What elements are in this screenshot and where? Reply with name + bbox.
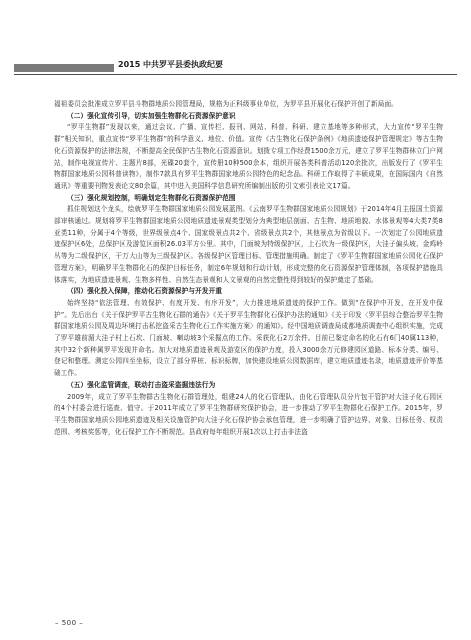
header-rule xyxy=(14,74,457,75)
paragraph-planning: 抓住规划这个龙头，绘就罗平生物群国家地质公园发展蓝图。《云南罗平生物群国家地质公园规划》于2014年4月主报国土资源部审核通过。规划将罗平生物群国家地质公园地质遗迹景观类型划分为典型地层剖面、古生物、地质地貌、水体景观等4大类7类8亚类11种，分属于4个等级，世界级景点4个、国家级景点共2个、省级景点共2个，其他景点为省级以下。一次划定了公园地质遗迹保护区6处，总保护区及游览区面积26.03平方公里。其中，门面坡为特级保护区，上石坎为一级保护区，大洼子偏头坡、金鸡岭丛等为二级保护区，干万大山等为三级保护区。各级保护区管理目标、管理措施明确。制定了《罗平生物群国家地质公园化石保护管理方案》，明确罗平生物群化石的保护目标任务，制定6年规划和行动计划，形成完整的化石资源保护管理体制，各项保护措施具体落实，为地质遗迹景观、生物多样性、自然生态景观和人文景观的自然完整性得到较好的保护奠定了基础。 xyxy=(54,205,443,284)
paragraph-supervision: 2009年，成立了罗平生物群古生物化石群管理处，组建24人的化石管理队，由化石管理队员分片包干管护对大洼子化石园区的4个村委会进行巡查、值守。于2011年成立了罗平生物群研究保护协会，进一步推动了罗平生物群化石保护工作。2015年，罗平生物群国家地质公园地质遗迹及相关设施管护向大洼子化石保护协会承包管理，进一步明确了管护边界、对象、目标任务、权责范围、考核奖惩等，化石保护工作不断规范。县政府每年组织开展1次以上打击非法盗 xyxy=(54,392,443,436)
paragraph-continued: 福祖委员会批准成立罗平县斗物群地质公园管理局，规格为正科级事业单位，为罗平县开展化石保护开创了新局面。 xyxy=(54,100,398,108)
paragraph-publicity: “罗平生物群”发现以来，通过会议、广播、宣传栏、报刊、网站、科普、科研、建立基地等多种形式，大力宣传“罗平生物群”相关知识，重点宣传“罗平生物群”的科学意义、地位、价值。宣传《古生物化石保护条例》《地质遗迹保护管理规定》等古生物化石资源保护的法律法规，不断提高全民保护古生物化石资源意识。划拨专项工作经费1500余万元，建立了罗平生物群林立门户网站，制作电视宣传片、主题片8部，光碟20套个，宣传册10种500余本，组织开展各类科普活动120余批次，出版发行了《罗平生物群国家地质公园科普读物》，制作7款具有罗平生物群国家地质公园特色的纪念品。科研工作取得了丰硕成果，在国际国内《自然通讯》等重要刊物发表论文80余篇，其中进入美国科学信息研究所编制出版的引文索引表论文17篇。 xyxy=(54,123,443,190)
body-text xyxy=(54,99,443,438)
section-heading-4: （四）强化投入保障，推动化石资源保护与开发开重 xyxy=(67,287,223,296)
page-number: – 500 – xyxy=(55,619,84,627)
page-header xyxy=(0,52,471,86)
running-title: 2015 中共罗平县委执政纪要 xyxy=(118,60,224,69)
section-heading-5: （五）强化监管调查，联动打击盗采盗掘违法行为 xyxy=(67,380,216,389)
section-heading-3: （三）强化规划控制，明确划定生物群化石资源保护范围 xyxy=(67,193,236,202)
section-heading-2: （二）强化宣传引导，切实加强生物群化石资源保护意识 xyxy=(67,111,236,120)
header-decor-bar xyxy=(14,64,114,72)
paragraph-investment: 始终坚持“依法管理、有效保护、有度开发、有序开发”，大力推进地质遗迹的保护工作。做到“在保护中开发，在开发中保护”。先后出台《关于保护罗平古生物化石群的通告》《关于罗平生物群化石保护办法的通知》《关于印发〈罗平县综合整治罗平生物群国家地质公园及周边环境打击私挖盗采古生物化石工作实施方案〉的通知》。经中国地质调查局成都地质调查中心组织实施，完成了罗平雄前湄大洼子村上石坎、门面坡、喇动坡3个采掘点的工作。采获化石2万余件。目前已鉴定命名的化石有6门40属113种，其中32个新种属罗平发现并命名。加大对地质遗迹景观及游览区的保护力度，投入3000余万元修建园区道路、标本分类、编号、登记和整理。测定公园四至坐标，设立了部分界桩、标识标牌，加快建设地质公园数据库，建立地质遗迹名录，地质遗迹评价等基础工作。 xyxy=(54,298,443,378)
